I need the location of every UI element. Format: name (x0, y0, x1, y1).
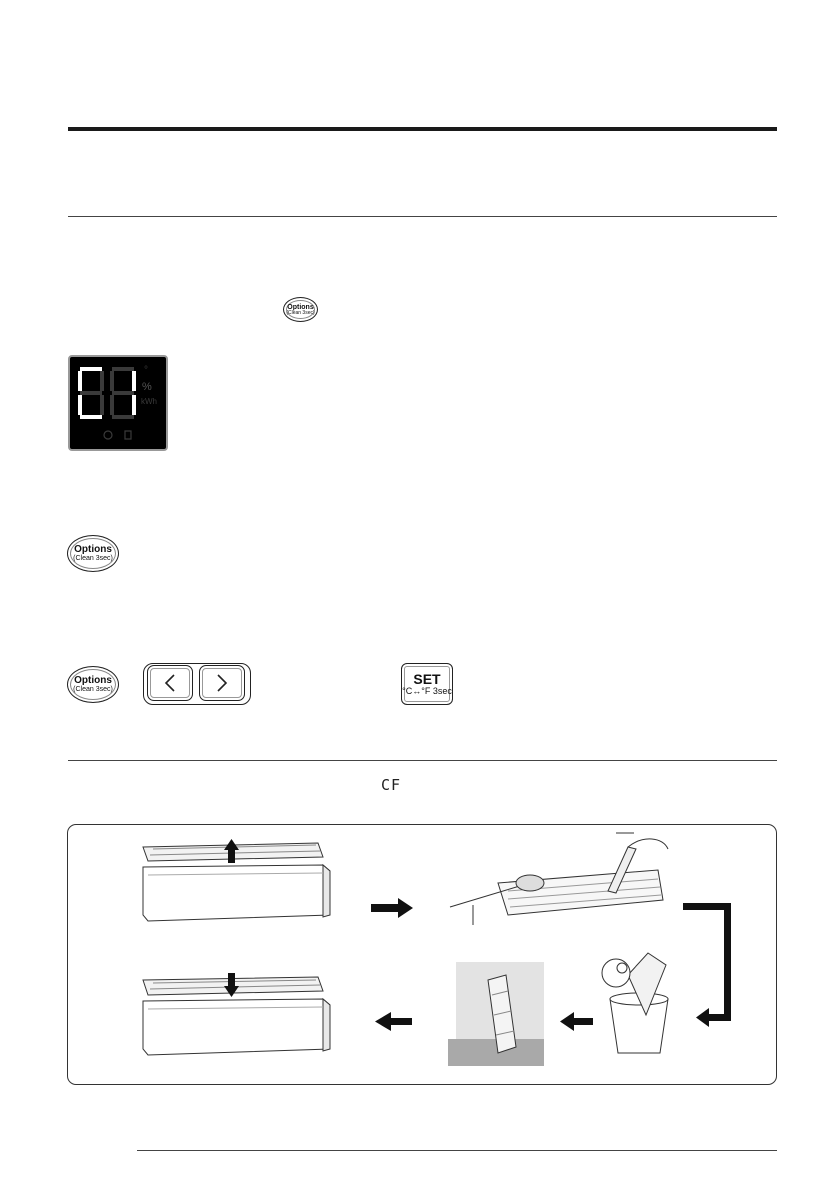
lcd-degree-symbol: ° (144, 365, 148, 376)
step-dry-filter (448, 962, 544, 1066)
bracket-arrow-icon (683, 903, 731, 1027)
options-button-inline[interactable] (283, 297, 318, 322)
footer-rule (137, 1150, 777, 1151)
left-arrow-icon (375, 1012, 412, 1031)
set-button[interactable] (401, 663, 453, 705)
step-remove-filter (143, 843, 330, 921)
options-button-label: Options (74, 544, 112, 555)
left-arrow-button[interactable] (147, 665, 193, 701)
step-vacuum-brush (450, 833, 668, 925)
section-divider-1 (68, 216, 777, 217)
filter-code: CF (381, 776, 402, 794)
set-button-label: SET (413, 670, 441, 687)
arrow-buttons (143, 663, 251, 705)
filter-cleaning-illustration (67, 824, 777, 1085)
left-arrow-icon (560, 1012, 593, 1031)
options-button-sublabel: (Clean 3sec) (73, 555, 113, 562)
options-button-step[interactable] (67, 535, 119, 572)
options-button-label: Options (74, 675, 112, 686)
cleaning-steps-diagram (68, 825, 776, 1084)
lcd-kwh-symbol: kWh (141, 397, 157, 406)
filter-code-display (381, 776, 401, 794)
header-rule (68, 127, 777, 131)
options-button-label: Options (287, 303, 314, 311)
set-button-sublabel: °C↔°F 3sec (402, 685, 452, 696)
right-arrow-button[interactable] (199, 665, 245, 701)
section-divider-2 (68, 760, 777, 761)
lcd-display (68, 355, 168, 451)
lcd-percent-symbol: % (142, 381, 152, 393)
step-wash-filter (602, 953, 668, 1053)
options-button-row[interactable] (67, 666, 119, 703)
chevron-left-icon (163, 673, 177, 693)
right-arrow-icon (371, 898, 413, 918)
options-button-sublabel: (Clean 3sec) (286, 309, 315, 316)
options-button-sublabel: (Clean 3sec) (73, 686, 113, 693)
chevron-right-icon (215, 673, 229, 693)
